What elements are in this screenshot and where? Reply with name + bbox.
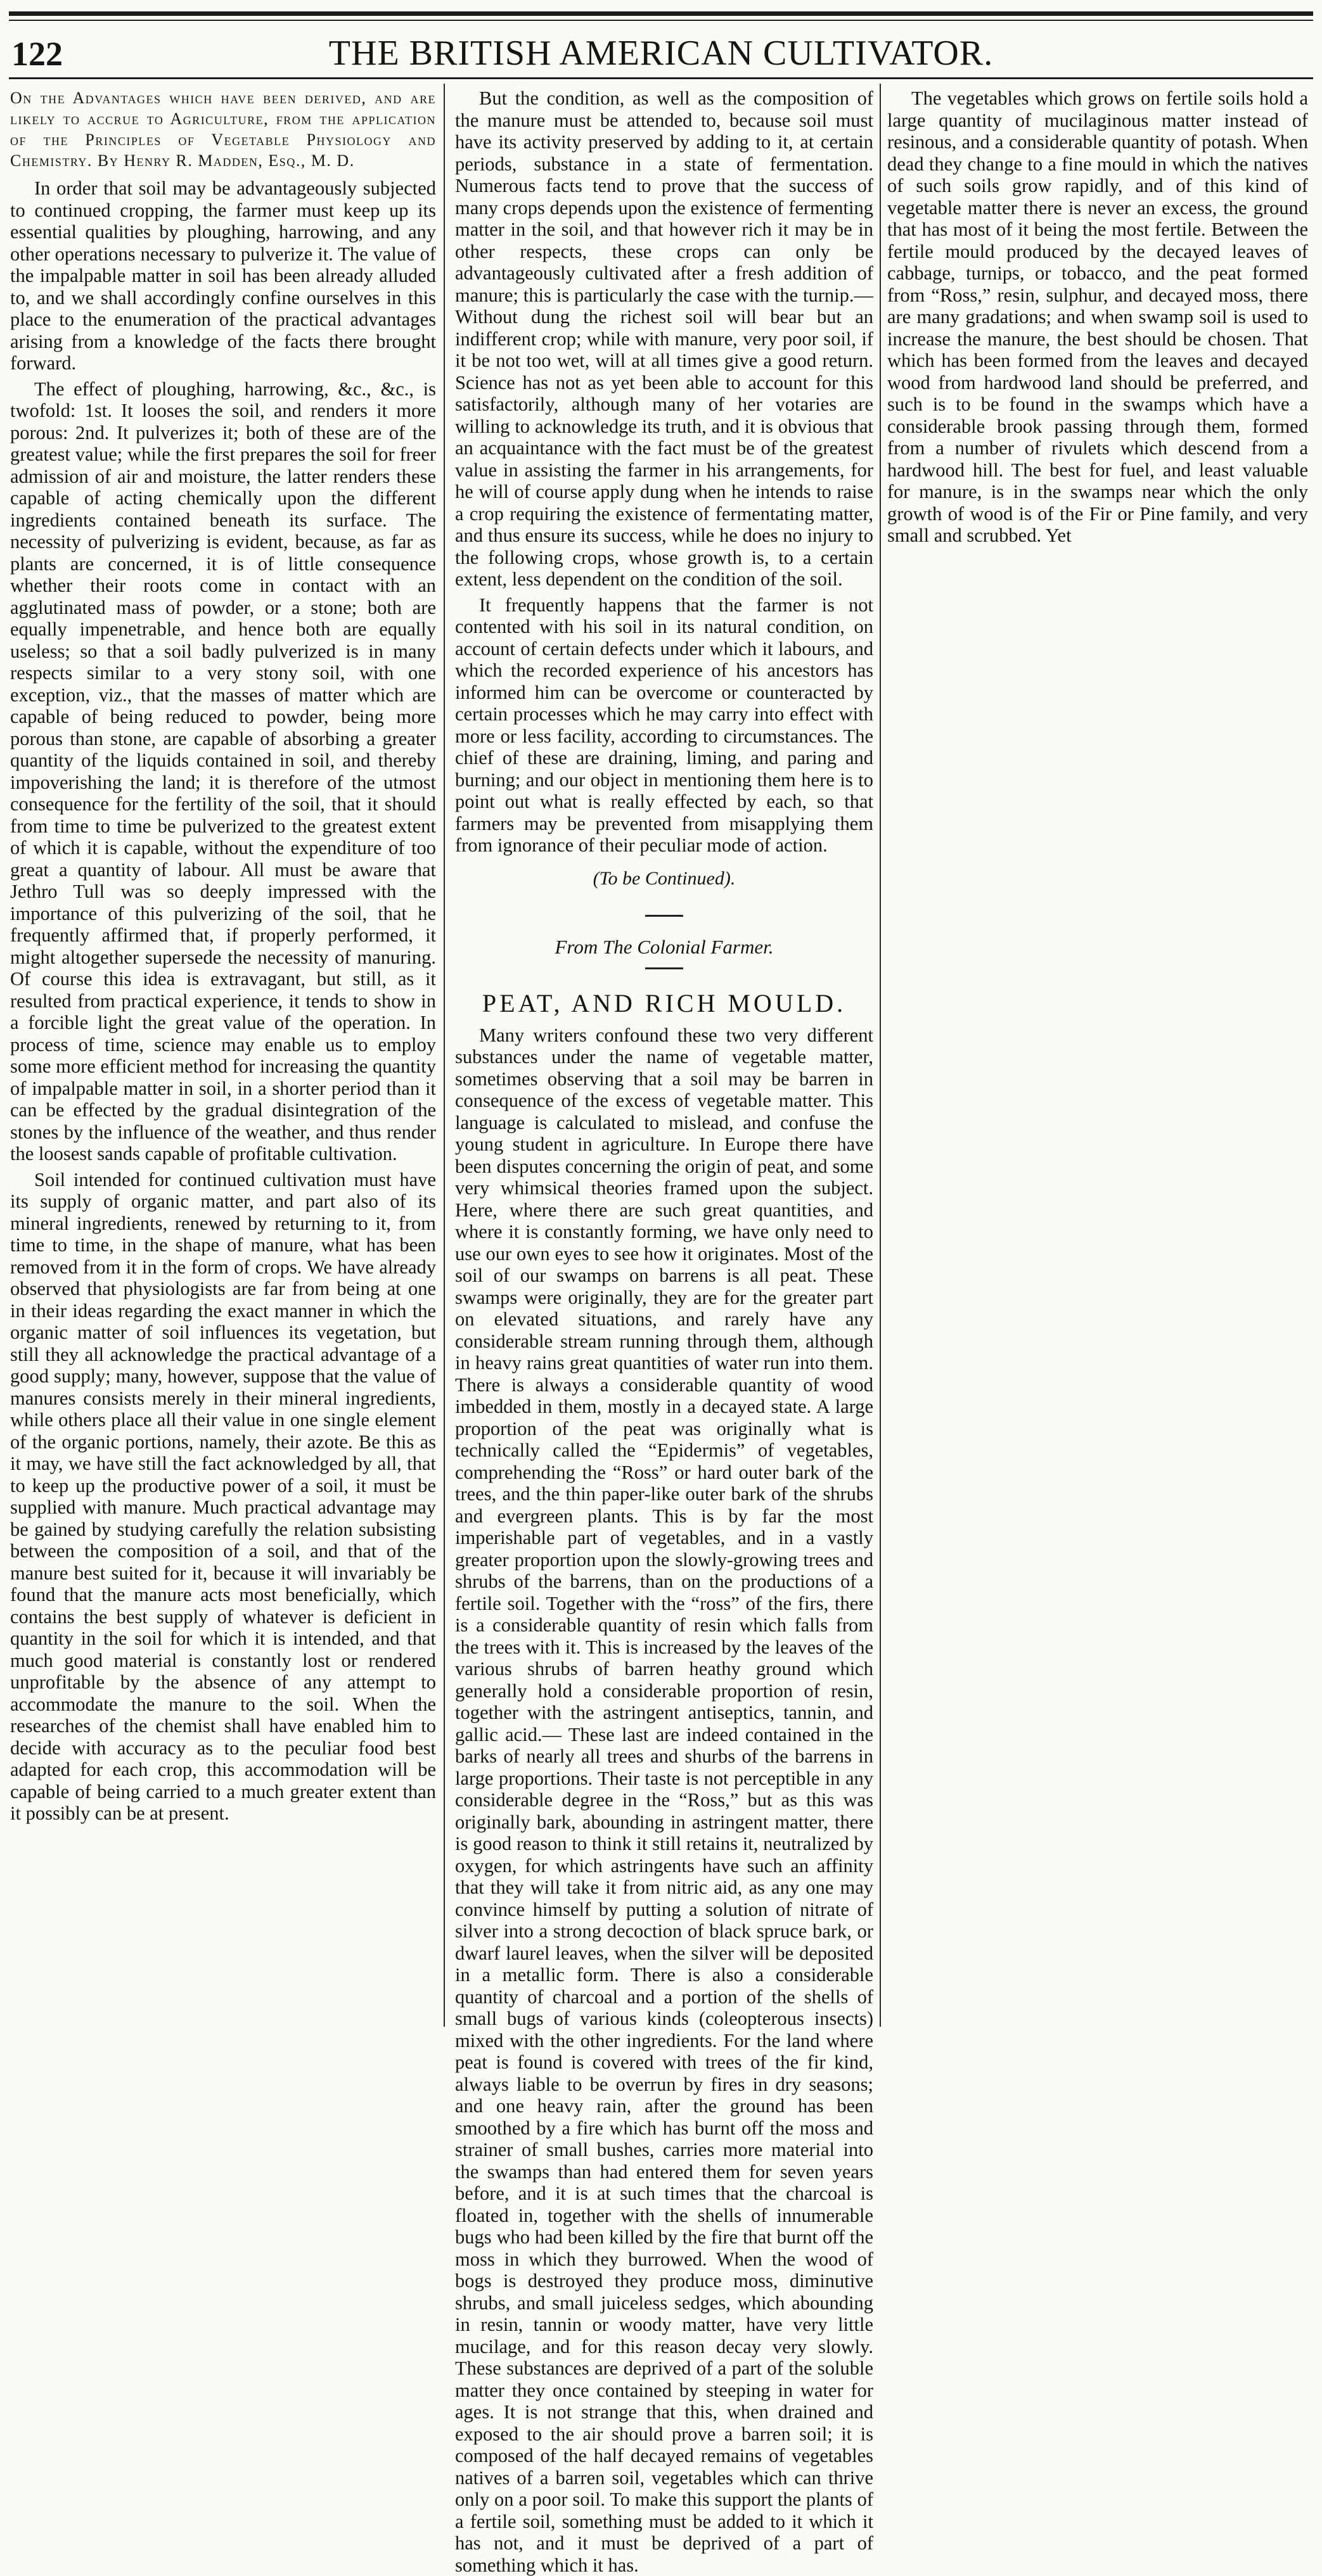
paragraph: Soil intended for continued cultivation must have its supply of organic matter, and part also of its mineral ingredients, renewed by returning to it, from time to time, in the shape of manure, what has been removed from it in the form of crops. We have already observed that physiologists are far from being at one in their ideas regarding the exact manner in which the organic matter of soil influences its vegetation, but still they all acknowledge the practical advantage of a good supply; many, however, suppose that the value of manures consists merely in their mineral ingredients, while others place all their value in one single element of the organic portions, namely, their azote. Be this as it may, we have still the fact acknowledged by all, that to keep up the productive power of a soil, it must be supplied with manure. Much practical advantage may be gained by studying carefully the relation subsisting between the composition of a soil, and that of the manure best suited for it, because it will invariably be found that the manure acts most beneficially, which contains the best supply of whatever is deficient in quantity in the soil for which it is intended, and that much good material is constantly lost or rendered unprofitable by the absence of any attempt to accommodate the manure to the soil. When the researches of the chemist shall have enabled him to decide with accuracy as to the peculiar food best adapted for each crop, this accommodation will be capable of being carried to a much greater extent than it possibly can be at present. (10, 1169, 436, 1825)
column-divider (444, 84, 445, 2027)
continued-note: (To be Continued). (455, 868, 873, 889)
column-3 (887, 87, 1308, 2025)
section-rule (645, 915, 683, 917)
paragraph: In order that soil may be advantageously subjected to continued cropping, the farmer must keep up its essential qualities by ploughing, harrowing, and any other operations necessary to pulverize it. The value of the impalpable matter in soil has been already alluded to, and we shall accordingly confine ourselves in this place to the enumeration of the practical advantages arising from a knowledge of the facts there brought forward. (10, 177, 436, 374)
paragraph: But the condition, as well as the composition of the manure must be attended to, because soil must have its activity preserved by adding to it, at certain periods, substance in a state of fermentation. Numerous facts tend to prove that the success of many crops depends upon the existence of fermenting matter in the soil, and that however rich it may be in other respects, these crops can only be advantageously cultivated after a fresh addition of manure; this is particularly the case with the turnip.— Without dung the richest soil will bear but an indifferent crop; while with manure, very poor soil, if it be not too wet, will at all times give a good return. Science has not as yet been able to account for this satisfactorily, although many of her votaries are willing to acknowledge its truth, and it is obvious that an acquaintance with the fact must be of the greatest value in assisting the farmer in his arrangements, for he will of course apply dung when he intends to raise a crop requiring the existence of fermentating matter, and thus ensure its success, while he does no injury to the following crops, whose growth is, to a certain extent, less dependent on the condition of the soil. (455, 87, 873, 590)
top-double-rule (9, 11, 1313, 16)
column-2 (455, 87, 873, 2025)
article-heading: PEAT, AND RICH MOULD. (455, 988, 873, 1018)
paragraph: The effect of ploughing, harrowing, &c., &c., is twofold: 1st. It looses the soil, and renders it more porous: 2nd. It pulverizes it; both of these are of the greatest value; while the first prepares the soil for freer admission of air and moisture, the latter renders these capable of acting chemically upon the different ingredients contained beneath its surface. The necessity of pulverizing is evident, because, as far as plants are concerned, it is of little consequence whether their roots come in contact with an agglutinated mass of powder, or a stone; both are equally impenetrable, and hence both are equally useless; so that a soil badly pulverized is in many respects similar to a very stony soil, with one exception, viz., that the masses of matter which are capable of being reduced to powder, being more porous than stone, are capable of absorbing a greater quantity of the liquids contained in soil, and thereby impoverishing the land; it is therefore of the utmost consequence for the fertility of the soil, that it should from time to time be pulverized to the greatest extent of which it is capable, without the expenditure of too great a quantity of labour. All must be aware that Jethro Tull was so deeply impressed with the importance of this pulverizing of the soil, that he frequently affirmed that, if properly performed, it might altogether supersede the necessity of manuring. Of course this idea is extravagant, but still, as it resulted from practical experience, it tends to show in a forcible light the great value of the operation. In process of time, science may enable us to employ some more efficient method for increasing the quantity of impalpable matter in soil, in a shorter period than it can be effected by the gradual disintegration of the stones by the influence of the weather, and thus render the loosest sands capable of profitable cultivation. (10, 378, 436, 1165)
column-1 (10, 87, 436, 2025)
article-source: From The Colonial Farmer. (455, 936, 873, 959)
article-title: On the Advantages which have been derived, and are likely to accrue to Agriculture, from the application of the Principles of Vegetable Physiology and Chemistry. By Henry R. Madden, Esq., M. D. (10, 87, 436, 171)
section-rule (645, 967, 683, 969)
running-title: THE BRITISH AMERICAN CULTIVATOR. (0, 35, 1322, 71)
paragraph: Many writers confound these two very different substances under the name of vegetable matter, sometimes observing that a soil may be barren in consequence of the excess of vegetable matter. This language is calculated to mislead, and confuse the young student in agriculture. In Europe there have been disputes concerning the origin of peat, and some very whimsical theories framed upon the subject. Here, where there are such great quantities, and where it is constantly forming, we have only need to use our own eyes to see how it originates. Most of the soil of our swamps on barrens is all peat. These swamps were originally, they are for the greater part on elevated situations, and rarely have any considerable stream running through them, although in heavy rains great quantities of water run into them. There is always a considerable quantity of wood imbedded in them, mostly in a decayed state. A large proportion of the peat was originally what is technically called the “Epidermis” of vegetables, comprehending the “Ross” or hard outer bark of the trees, and the thin paper-like outer bark of the shrubs and evergreen plants. This is by far the most imperishable part of vegetables, and in a vastly greater proportion upon the slowly-growing trees and shrubs of the barrens, than on the productions of a fertile soil. Together with the “ross” of the firs, there is a considerable quantity of resin which falls from the trees with it. This is increased by the leaves of the various shrubs of barren heathy ground which generally hold a considerable proportion of resin, together with the astringent antiseptics, tannin, and gallic acid.— These last are indeed contained in the barks of nearly all trees and shurbs of the barrens in large proportions. Their taste is not perceptible in any considerable degree in the “Ross,” but as this was originally bark, abounding in astringent matter, there is good reason to think it still retains it, neutralized by oxygen, for which astringents have such an affinity that they will take it from nitric aid, as any one may convince himself by putting a solution of nitrate of silver into a strong decoction of black spruce bark, or dwarf laurel leaves, when the silver will be deposited in a metallic form. There is also a considerable quantity of charcoal and a portion of the shells of small bugs of various kinds (coleopterous insects) mixed with the other ingredients. For the land where peat is found is covered with trees of the fir kind, always liable to be overrun by fires in dry seasons; and one heavy rain, after the ground has been smoothed by a fire which has burnt off the moss and strainer of small bushes, carries more material into the swamps than had entered them for seven years before, and it is at such times that the charcoal is floated in, together with the shells of innumerable bugs who had been killed by the fire that burnt off the moss in which they burrowed. When the wood of bogs is destroyed they produce moss, diminutive shrubs, and small juiceless sedges, which abounding in resin, tannin or woody matter, have very little mucilage, and for this reason decay very slowly. These substances are deprived of a part of the soluble matter they once contained by steeping in water for ages. It is not strange that this, when drained and exposed to the air should prove a barren soil; it is composed of the half decayed remains of vegetables natives of a barren soil, vegetables which can thrive only on a poor soil. To make this support the plants of a fertile soil, something must be added to it which it has not, and it must be deprived of a part of something which it has. (455, 1024, 873, 2576)
paragraph: The vegetables which grows on fertile soils hold a large quantity of mucilaginous matter instead of resinous, and a considerable quantity of potash. When dead they change to a fine mould in which the natives of such soils grow rapidly, and of this kind of vegetable matter there is never an excess, the ground that has most of it being the most fertile. Between the fertile mould produced by the decayed leaves of cabbage, turnips, or tobacco, and the peat formed from “Ross,” resin, sulphur, and decayed moss, there are many gradations; and when swamp soil is used to increase the manure, the best should be chosen. That which has been formed from the leaves and decayed wood from hardwood land should be preferred, and such is to be found in the swamps which have a considerable brook passing through them, formed from a number of rivulets which descend from a hardwood hill. The best for fuel, and least valuable for manure, is in the swamps near which the only growth of wood is of the Fir or Pine family, and very small and scrubbed. Yet (887, 87, 1308, 547)
top-thin-rule (9, 20, 1313, 21)
header-rule (9, 77, 1313, 79)
paragraph: It frequently happens that the farmer is not contented with his soil in its natural condition, on account of certain defects under which it labours, and which the recorded experience of his ancestors has informed him can be overcome or counteracted by certain processes which he may carry into effect with more or less facility, according to circumstances. The chief of these are draining, liming, and paring and burning; and our object in mentioning them here is to point out what is really effected by each, so that farmers may be prevented from misapplying them from ignorance of their peculiar mode of action. (455, 594, 873, 857)
page-number: 122 (11, 37, 63, 71)
column-divider (880, 84, 881, 2027)
